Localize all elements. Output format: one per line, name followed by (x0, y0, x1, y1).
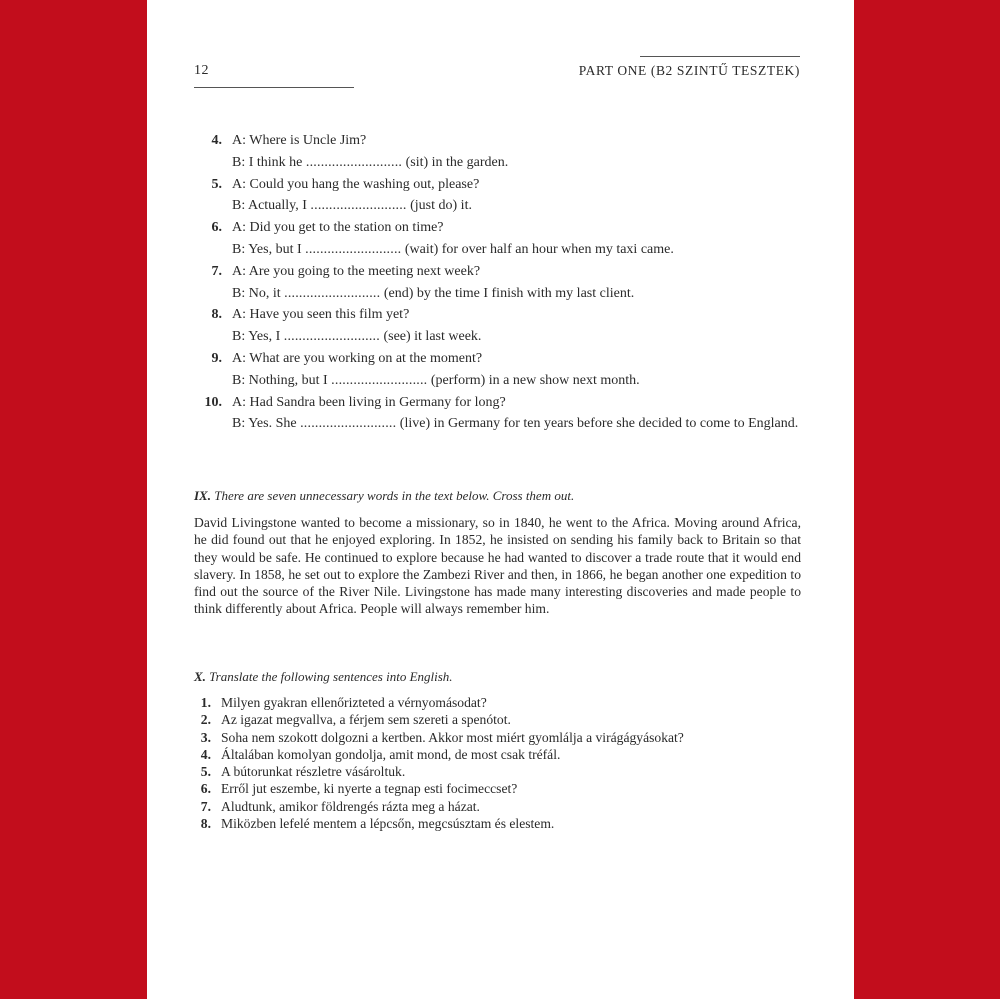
translation-item (194, 780, 804, 797)
exercise-10-number: X. (194, 669, 206, 684)
answer-blank: .......................... (283, 329, 380, 345)
running-head: PART ONE (B2 SZINTŰ TESZTEK) (578, 63, 800, 78)
answer-line (232, 195, 804, 217)
question-line: A: Had Sandra been living in Germany for long? (232, 394, 506, 410)
item-number: 5. (200, 764, 211, 780)
exercise-9-number: IX. (194, 488, 211, 503)
translation-sentence: Milyen gyakran ellenőrizteted a vérnyomásodat? (221, 695, 487, 710)
item-number: 9. (211, 350, 222, 366)
answer-suffix: (sit) in the garden. (405, 154, 509, 170)
dialogue-item (194, 130, 804, 174)
exercise-8-dialogues (194, 130, 804, 435)
question-line: A: Are you going to the meeting next week? (232, 263, 481, 279)
item-number: 5. (211, 176, 222, 192)
exercise-9-heading (194, 488, 574, 504)
answer-suffix: (end) by the time I finish with my last client. (383, 285, 635, 301)
dialogue-item (194, 348, 804, 392)
question-line: A: Could you hang the washing out, please? (232, 176, 480, 192)
translation-sentence: Soha nem szokott dolgozni a kertben. Akkor most miért gyomlálja a virágágyásokat? (221, 729, 684, 745)
answer-line (232, 239, 804, 261)
item-number: 3. (200, 729, 211, 745)
answer-blank: .......................... (300, 416, 397, 432)
answer-suffix: (just do) it. (410, 198, 472, 214)
answer-blank: .......................... (331, 372, 428, 388)
translation-sentence: Miközben lefelé mentem a lépcsőn, megcsúsztam és elestem. (221, 816, 555, 832)
translation-item (194, 763, 804, 780)
item-number: 1. (200, 695, 211, 710)
answer-line (232, 152, 804, 174)
question-line: A: Where is Uncle Jim? (232, 133, 367, 148)
exercise-9-text: David Livingstone wanted to become a missionary, so in 1840, he went to the Africa. Moving around Africa, he did found out that he enjoyed exploring. In 1852, he insisted on sending his family back to Britain so that they would be safe. He continued to explore because he had wanted to discover a trade route that it would end slavery. In 1858, he set out to explore the Zambezi River and then, in 1866, he began another one expedition to find out the source of the River Nile. Livingstone has made many interesting discoveries and made people to think differently about Africa. People will always remember him. (194, 515, 801, 617)
dialogue-item (194, 261, 804, 305)
question-line: A: Did you get to the station on time? (232, 220, 444, 236)
answer-prefix: B: Actually, I (232, 198, 307, 214)
dialogue-item (194, 174, 804, 218)
translation-sentence: A bútorunkat részletre vásároltuk. (221, 764, 406, 780)
answer-prefix: B: Yes, I (232, 329, 281, 345)
answer-blank: .......................... (305, 241, 402, 257)
header-rule-left (194, 87, 354, 88)
dialogue-item (194, 217, 804, 261)
translation-item (194, 694, 804, 711)
item-number: 7. (211, 263, 222, 279)
item-number: 4. (200, 746, 211, 762)
question-line: A: What are you working on at the moment? (232, 350, 483, 366)
answer-suffix: (perform) in a new show next month. (430, 372, 640, 388)
answer-suffix: (live) in Germany for ten years before she decided to come to England. (399, 416, 799, 432)
translation-item (194, 815, 804, 832)
item-number: 8. (200, 816, 211, 832)
translation-sentence: Általában komolyan gondolja, amit mond, de most csak tréfál. (221, 746, 561, 762)
item-number: 6. (211, 220, 222, 236)
answer-prefix: B: Yes. She (232, 416, 297, 432)
answer-line (232, 370, 804, 392)
item-number: 8. (211, 307, 222, 323)
dialogue-item (194, 304, 804, 348)
translation-sentence: Erről jut eszembe, ki nyerte a tegnap esti focimeccset? (221, 781, 518, 797)
answer-suffix: (wait) for over half an hour when my taxi came. (404, 241, 674, 257)
item-number: 7. (200, 798, 211, 814)
item-number: 4. (211, 133, 222, 148)
answer-prefix: B: Yes, but I (232, 241, 302, 257)
header-rule-right (640, 56, 800, 57)
exercise-10-instruction: Translate the following sentences into English. (209, 669, 453, 684)
answer-prefix: B: No, it (232, 285, 281, 301)
page-number: 12 (194, 63, 209, 78)
answer-suffix: (see) it last week. (383, 329, 482, 345)
book-page (147, 0, 854, 999)
translation-item (194, 729, 804, 746)
translation-sentence: Aludtunk, amikor földrengés rázta meg a házat. (221, 798, 480, 814)
exercise-10-list (194, 694, 804, 832)
item-number: 6. (200, 781, 211, 797)
answer-line (232, 283, 804, 305)
answer-blank: .......................... (310, 198, 407, 214)
exercise-9-instruction: There are seven unnecessary words in the text below. Cross them out. (214, 488, 575, 503)
answer-blank: .......................... (305, 154, 403, 170)
answer-prefix: B: Nothing, but I (232, 372, 328, 388)
translation-item (194, 746, 804, 763)
answer-prefix: B: I think he (232, 154, 303, 170)
translation-sentence: Az igazat megvallva, a férjem sem szereti a spenótot. (221, 712, 511, 728)
translation-item (194, 798, 804, 815)
item-number: 10. (204, 394, 222, 410)
translation-item (194, 711, 804, 728)
answer-line (232, 413, 804, 435)
dialogue-item (194, 392, 804, 436)
answer-line (232, 326, 804, 348)
answer-blank: .......................... (284, 285, 381, 301)
exercise-10-heading (194, 669, 453, 685)
item-number: 2. (200, 712, 211, 728)
question-line: A: Have you seen this film yet? (232, 307, 410, 323)
